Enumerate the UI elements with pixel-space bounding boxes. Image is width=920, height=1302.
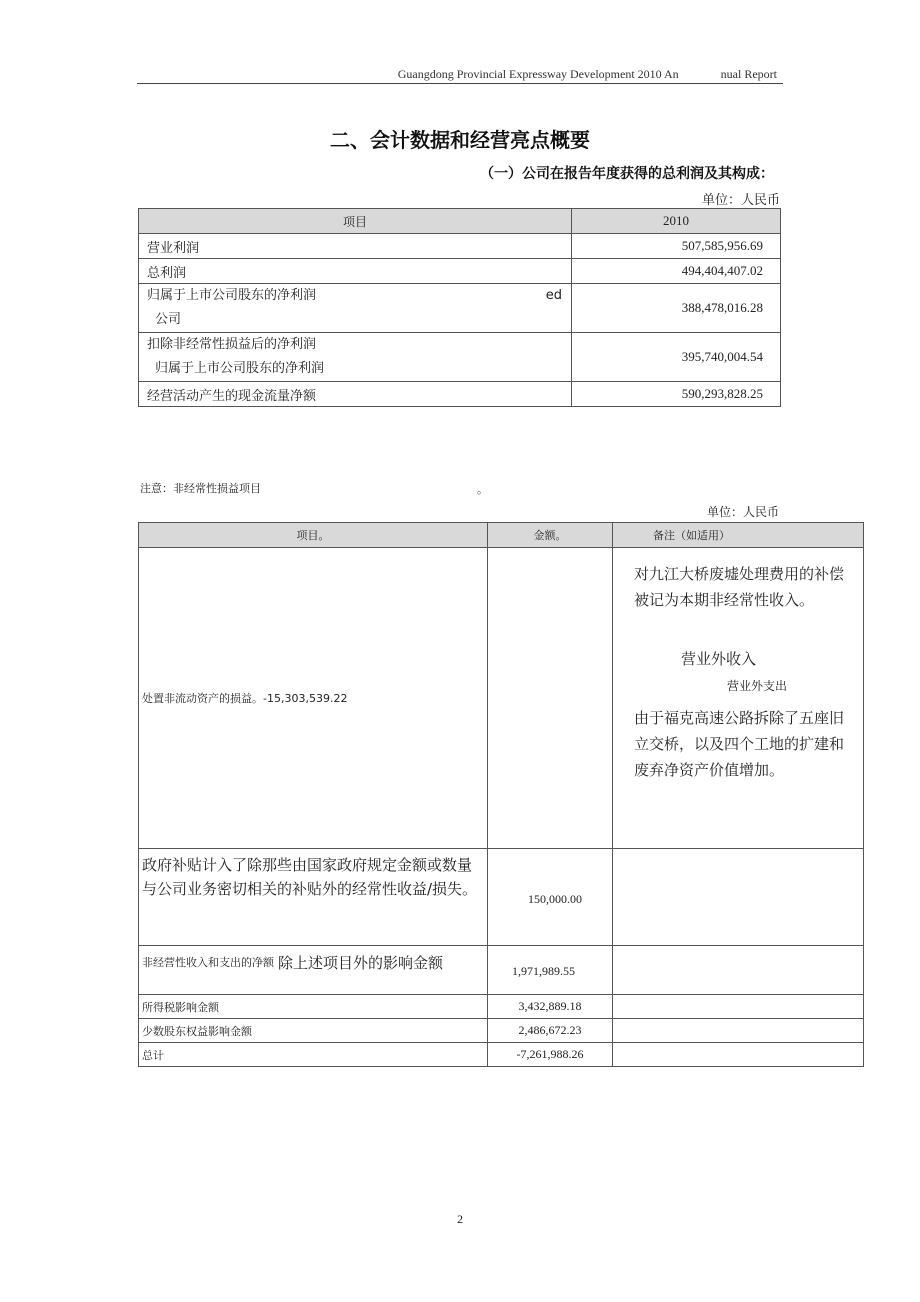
remark-block-1 [634, 561, 844, 613]
remark-line: 废弃净资产价值增加。 [634, 761, 785, 779]
row-label: 归属于上市公司股东的净利润 [147, 288, 317, 303]
row-label: 非经营性收入和支出的净额 [142, 956, 274, 969]
label-line: 政府补贴计入了除那些由国家政府规定金额或数量 [142, 856, 473, 874]
label-line: 与公司业务密切相关的补贴外的经常性收益/损失。 [142, 880, 478, 898]
subsection-title: （一）公司在报告年度获得的总利润及其构成： [480, 166, 774, 182]
col-header-item: 项目 [139, 209, 572, 234]
table-row [139, 946, 864, 995]
row-label-cell [139, 946, 488, 995]
remark-line: 被记为本期非经常性收入。 [634, 591, 815, 609]
page-number: 2 [457, 1212, 463, 1226]
row-remark [613, 548, 864, 849]
row-amount: 3,432,889.18 [488, 995, 613, 1019]
col-header-item: 项目。 [139, 523, 488, 548]
row-remark-empty [613, 946, 864, 995]
table-row [139, 1019, 864, 1043]
table-row [139, 284, 781, 333]
row-label: 营业利润 [139, 234, 572, 259]
row-label-overlay: 除上述项目外的影响金额 [278, 954, 444, 972]
row-value: 590,293,828.25 [572, 382, 781, 407]
table-row [139, 995, 864, 1019]
row-value: 507,585,956.69 [572, 234, 781, 259]
row-remark-empty [613, 995, 864, 1019]
row-label: 少数股东权益影响金额 [139, 1019, 488, 1043]
col-header-year: 2010 [572, 209, 781, 234]
note-dot: 。 [477, 483, 488, 496]
note-text: 注意：非经常性损益项目 [140, 482, 261, 495]
section-title: 二、会计数据和经营亮点概要 [330, 128, 590, 152]
header-text-b: nual Report [720, 67, 777, 81]
table-row [139, 849, 864, 946]
table-row [139, 382, 781, 407]
remark-expense: 营业外支出 [727, 679, 788, 693]
table-row [139, 548, 864, 849]
row-remark-empty [613, 1019, 864, 1043]
row-value: 494,404,407.02 [572, 259, 781, 284]
remark-line: 对九江大桥废墟处理费用的补偿 [634, 565, 845, 583]
row-amount: 1,971,989.55 [512, 964, 575, 978]
row-label-line2: 公司 [155, 312, 182, 327]
header-rule [137, 83, 783, 84]
row-value: 388,478,016.28 [572, 284, 781, 333]
row-remark-empty [613, 849, 864, 946]
remark-line: 立交桥，以及四个工地的扩建和 [634, 735, 845, 753]
row-amount-empty [488, 548, 613, 849]
total-label: 总计 [139, 1043, 488, 1067]
row-label: 总利润 [139, 259, 572, 284]
row-label-cell [139, 333, 572, 382]
non-recurring-table [138, 522, 864, 1067]
currency-unit: 单位：人民币 [701, 193, 780, 208]
row-label-cell [139, 849, 488, 946]
row-value: 395,740,004.54 [572, 333, 781, 382]
table-header-row [139, 209, 781, 234]
running-header [398, 67, 777, 82]
row-label: 经营活动产生的现金流量净额 [139, 382, 572, 407]
row-label: 扣除非经常性损益后的净利润 [147, 337, 317, 352]
total-amount: -7,261,988.26 [488, 1043, 613, 1067]
remark-income: 营业外收入 [681, 650, 757, 668]
table-row [139, 234, 781, 259]
profit-table [138, 208, 781, 407]
remark-line: 由于福克高速公路拆除了五座旧 [634, 709, 845, 727]
row-amount-cell [488, 946, 613, 995]
row-label: 处置非流动资产的损益。-15,303,539.22 [139, 548, 488, 849]
row-remark-empty [613, 1043, 864, 1067]
col-header-remark: 备注（如适用） [613, 523, 864, 548]
row-label-cell [139, 284, 572, 333]
table-row-total [139, 1043, 864, 1067]
row-amount: 2,486,672.23 [488, 1019, 613, 1043]
row-label-line2: 归属于上市公司股东的净利润 [155, 361, 325, 376]
row-amount: 150,000.00 [528, 892, 582, 906]
table-header-row [139, 523, 864, 548]
row-label: 所得税影响金额 [139, 995, 488, 1019]
currency-unit-2: 单位：人民币 [706, 505, 779, 519]
gov-subsidy-label [142, 853, 477, 901]
header-text-a: Guangdong Provincial Expressway Development 2010 An [397, 67, 679, 81]
remark-block-2 [634, 705, 844, 783]
table-row [139, 333, 781, 382]
row-label-fragment: ed [545, 288, 562, 303]
row-amount-cell [488, 849, 613, 946]
table-row [139, 259, 781, 284]
col-header-amount: 金额。 [488, 523, 613, 548]
